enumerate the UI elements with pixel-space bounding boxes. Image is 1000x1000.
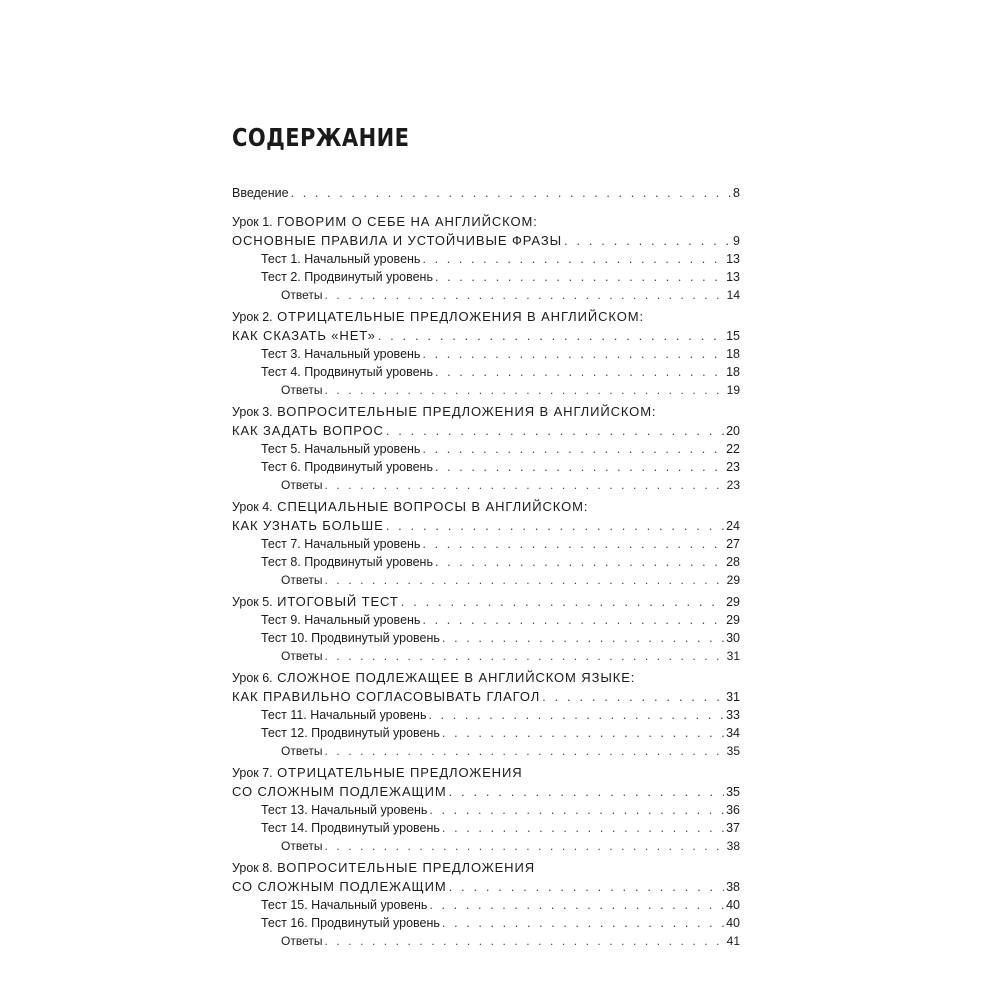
lesson-number: Урок 4. — [232, 500, 273, 514]
dot-leader — [429, 801, 724, 819]
toc-page-number: 22 — [726, 442, 740, 456]
toc-lesson-7 — [232, 763, 740, 855]
lesson-title-line-1: ВОПРОСИТЕЛЬНЫЕ ПРЕДЛОЖЕНИЯ В АНГЛИЙСКОМ: — [277, 404, 657, 419]
lesson-title-line-2: ОСНОВНЫЕ ПРАВИЛА И УСТОЙЧИВЫЕ ФРАЗЫ — [232, 233, 563, 248]
toc-entry-test — [232, 611, 740, 629]
toc-entry-answers — [232, 571, 740, 589]
toc-page-number: 33 — [726, 708, 740, 722]
dot-leader — [449, 782, 725, 801]
dot-leader — [449, 877, 725, 896]
toc-page-number: 18 — [726, 347, 740, 361]
dot-leader — [435, 363, 724, 381]
toc-page-number: 36 — [726, 803, 740, 817]
toc-page-number: 14 — [726, 288, 740, 302]
lesson-title-entry — [232, 592, 740, 611]
lesson-title-entry — [232, 231, 740, 250]
toc-entry-test — [232, 819, 740, 837]
toc-entry-label: Ответы — [281, 839, 323, 853]
lesson-title-line-1: ГОВОРИМ О СЕБЕ НА АНГЛИЙСКОМ: — [277, 214, 538, 229]
dot-leader — [422, 250, 724, 268]
toc-page-number: 29 — [726, 613, 740, 627]
toc-lesson-3 — [232, 402, 740, 494]
lesson-heading-line — [232, 668, 740, 687]
toc-entry-test — [232, 896, 740, 914]
toc-entry-label: Тест 2. Продвинутый уровень — [261, 270, 433, 284]
lesson-title-line-1: СЛОЖНОЕ ПОДЛЕЖАЩЕЕ В АНГЛИЙСКОМ ЯЗЫКЕ: — [277, 670, 636, 685]
page-title: СОДЕРЖАНИЕ — [232, 123, 410, 152]
dot-leader — [542, 687, 724, 706]
toc-page-number: 23 — [726, 478, 740, 492]
toc-entry-label: Тест 6. Продвинутый уровень — [261, 460, 433, 474]
toc-entry-answers — [232, 742, 740, 760]
lesson-title-entry — [232, 421, 740, 440]
lesson-heading-line — [232, 307, 740, 326]
toc-lesson-4 — [232, 497, 740, 589]
toc-page-number: 40 — [726, 898, 740, 912]
toc-entry-answers — [232, 476, 740, 494]
toc-entry-test — [232, 440, 740, 458]
toc-page-number: 18 — [726, 365, 740, 379]
toc-page-number: 31 — [726, 649, 740, 663]
dot-leader — [422, 611, 724, 629]
dot-leader — [435, 458, 724, 476]
toc-page-number: 37 — [726, 821, 740, 835]
toc-page-number: 13 — [726, 252, 740, 266]
toc-page-number: 9 — [733, 234, 740, 248]
toc-page-number: 28 — [726, 555, 740, 569]
lesson-title-entry — [232, 516, 740, 535]
lesson-title-with-number — [232, 592, 401, 612]
toc-entry-test — [232, 629, 740, 647]
toc-entry-label: Тест 11. Начальный уровень — [261, 708, 427, 722]
lesson-number: Урок 3. — [232, 405, 273, 419]
toc-entry-label: Введение — [232, 186, 289, 200]
toc-entry-test — [232, 553, 740, 571]
toc-page-number: 34 — [726, 726, 740, 740]
toc-page-number: 8 — [733, 186, 740, 200]
dot-leader — [324, 647, 724, 665]
toc-entry-test — [232, 250, 740, 268]
lesson-heading-line — [232, 858, 740, 877]
dot-leader — [324, 286, 724, 304]
toc-entry-label: Ответы — [281, 478, 323, 492]
lesson-title-line-2: СО СЛОЖНЫМ ПОДЛЕЖАЩИМ — [232, 879, 447, 894]
toc-entry-label: Тест 12. Продвинутый уровень — [261, 726, 440, 740]
toc-entry-answers — [232, 932, 740, 950]
lesson-title-entry — [232, 326, 740, 345]
toc-entry-test — [232, 724, 740, 742]
toc-entry-test — [232, 345, 740, 363]
dot-leader — [291, 184, 731, 202]
lesson-heading-line — [232, 497, 740, 516]
dot-leader — [442, 724, 724, 742]
toc-entry-test — [232, 363, 740, 381]
toc-page-number: 15 — [726, 329, 740, 343]
lesson-title-entry — [232, 877, 740, 896]
lesson-list — [232, 212, 740, 950]
lesson-number: Урок 5. — [232, 595, 273, 609]
dot-leader — [428, 706, 724, 724]
toc-entry-label: Тест 9. Начальный уровень — [261, 613, 421, 627]
dot-leader — [324, 476, 724, 494]
toc-entry-label: Тест 13. Начальный уровень — [261, 803, 428, 817]
toc-entry-label: Ответы — [281, 573, 323, 587]
toc-page-number: 40 — [726, 916, 740, 930]
dot-leader — [378, 326, 724, 345]
toc-entry-label: Ответы — [281, 383, 323, 397]
toc-page-number: 35 — [726, 744, 740, 758]
dot-leader — [386, 516, 724, 535]
toc-lesson-1 — [232, 212, 740, 304]
lesson-title-line-2: КАК СКАЗАТЬ «НЕТ» — [232, 328, 376, 343]
dot-leader — [324, 932, 724, 950]
lesson-number: Урок 8. — [232, 861, 273, 875]
lesson-heading-line — [232, 212, 740, 231]
lesson-title-entry — [232, 687, 740, 706]
toc-entry-test — [232, 706, 740, 724]
dot-leader — [564, 231, 731, 250]
dot-leader — [401, 592, 724, 611]
toc-page-number: 20 — [726, 424, 740, 438]
dot-leader — [422, 440, 724, 458]
toc-entry-test — [232, 268, 740, 286]
toc-page-number: 29 — [726, 595, 740, 609]
toc-page-number: 13 — [726, 270, 740, 284]
toc-entry-label: Тест 16. Продвинутый уровень — [261, 916, 440, 930]
lesson-title-entry — [232, 782, 740, 801]
toc-entry-label: Тест 8. Продвинутый уровень — [261, 555, 433, 569]
toc-page-number: 31 — [726, 690, 740, 704]
toc-lesson-8 — [232, 858, 740, 950]
lesson-title-line-2: КАК УЗНАТЬ БОЛЬШЕ — [232, 518, 384, 533]
toc-lesson-2 — [232, 307, 740, 399]
toc-entry-label: Тест 7. Начальный уровень — [261, 537, 421, 551]
lesson-title-line-1: ВОПРОСИТЕЛЬНЫЕ ПРЕДЛОЖЕНИЯ — [277, 860, 535, 875]
toc-page-number: 24 — [726, 519, 740, 533]
toc-entry-label: Тест 5. Начальный уровень — [261, 442, 421, 456]
toc-page-number: 23 — [726, 460, 740, 474]
lesson-title-line-1: СПЕЦИАЛЬНЫЕ ВОПРОСЫ В АНГЛИЙСКОМ: — [277, 499, 589, 514]
toc-entry-answers — [232, 837, 740, 855]
toc-page-number: 19 — [726, 383, 740, 397]
dot-leader — [422, 345, 724, 363]
lesson-number: Урок 7. — [232, 766, 273, 780]
toc-page-number: 41 — [726, 934, 740, 948]
toc-entry-label: Тест 4. Продвинутый уровень — [261, 365, 433, 379]
lesson-number: Урок 2. — [232, 310, 273, 324]
toc-entry-label: Тест 14. Продвинутый уровень — [261, 821, 440, 835]
toc-page-number: 30 — [726, 631, 740, 645]
toc-lesson-6 — [232, 668, 740, 760]
dot-leader — [324, 837, 724, 855]
toc-entry-label: Тест 10. Продвинутый уровень — [261, 631, 440, 645]
toc-entry-label: Тест 1. Начальный уровень — [261, 252, 421, 266]
toc-entry-answers — [232, 381, 740, 399]
lesson-title-line-2: КАК ПРАВИЛЬНО СОГЛАСОВЫВАТЬ ГЛАГОЛ — [232, 689, 541, 704]
lesson-title-line-2: ИТОГОВЫЙ ТЕСТ — [277, 594, 399, 609]
toc-entry-label: Тест 15. Начальный уровень — [261, 898, 428, 912]
lesson-number: Урок 6. — [232, 671, 273, 685]
toc-page-number: 38 — [726, 839, 740, 853]
toc-entry-label: Тест 3. Начальный уровень — [261, 347, 421, 361]
toc-entry-intro — [232, 184, 740, 202]
toc-page-number: 27 — [726, 537, 740, 551]
toc-entry-label: Ответы — [281, 744, 323, 758]
lesson-title-line-1: ОТРИЦАТЕЛЬНЫЕ ПРЕДЛОЖЕНИЯ В АНГЛИЙСКОМ: — [277, 309, 644, 324]
lesson-heading-line — [232, 402, 740, 421]
toc-entry-label: Ответы — [281, 934, 323, 948]
dot-leader — [324, 381, 724, 399]
lesson-number: Урок 1. — [232, 215, 273, 229]
toc-entry-answers — [232, 647, 740, 665]
toc-page-number: 38 — [726, 880, 740, 894]
toc-entry-label: Ответы — [281, 649, 323, 663]
dot-leader — [442, 914, 724, 932]
toc-entry-test — [232, 535, 740, 553]
dot-leader — [429, 896, 724, 914]
dot-leader — [422, 535, 724, 553]
toc-page-number: 35 — [726, 785, 740, 799]
dot-leader — [324, 742, 724, 760]
lesson-title-line-2: СО СЛОЖНЫМ ПОДЛЕЖАЩИМ — [232, 784, 447, 799]
dot-leader — [442, 819, 724, 837]
lesson-title-line-2: КАК ЗАДАТЬ ВОПРОС — [232, 423, 384, 438]
lesson-title-line-1: ОТРИЦАТЕЛЬНЫЕ ПРЕДЛОЖЕНИЯ — [277, 765, 523, 780]
table-of-contents — [232, 184, 740, 953]
dot-leader — [435, 268, 724, 286]
lesson-heading-line — [232, 763, 740, 782]
toc-entry-test — [232, 801, 740, 819]
toc-page-number: 29 — [726, 573, 740, 587]
toc-lesson-5 — [232, 592, 740, 665]
dot-leader — [435, 553, 724, 571]
toc-entry-label: Ответы — [281, 288, 323, 302]
dot-leader — [442, 629, 724, 647]
toc-entry-test — [232, 914, 740, 932]
toc-entry-answers — [232, 286, 740, 304]
dot-leader — [324, 571, 724, 589]
dot-leader — [386, 421, 724, 440]
toc-entry-test — [232, 458, 740, 476]
